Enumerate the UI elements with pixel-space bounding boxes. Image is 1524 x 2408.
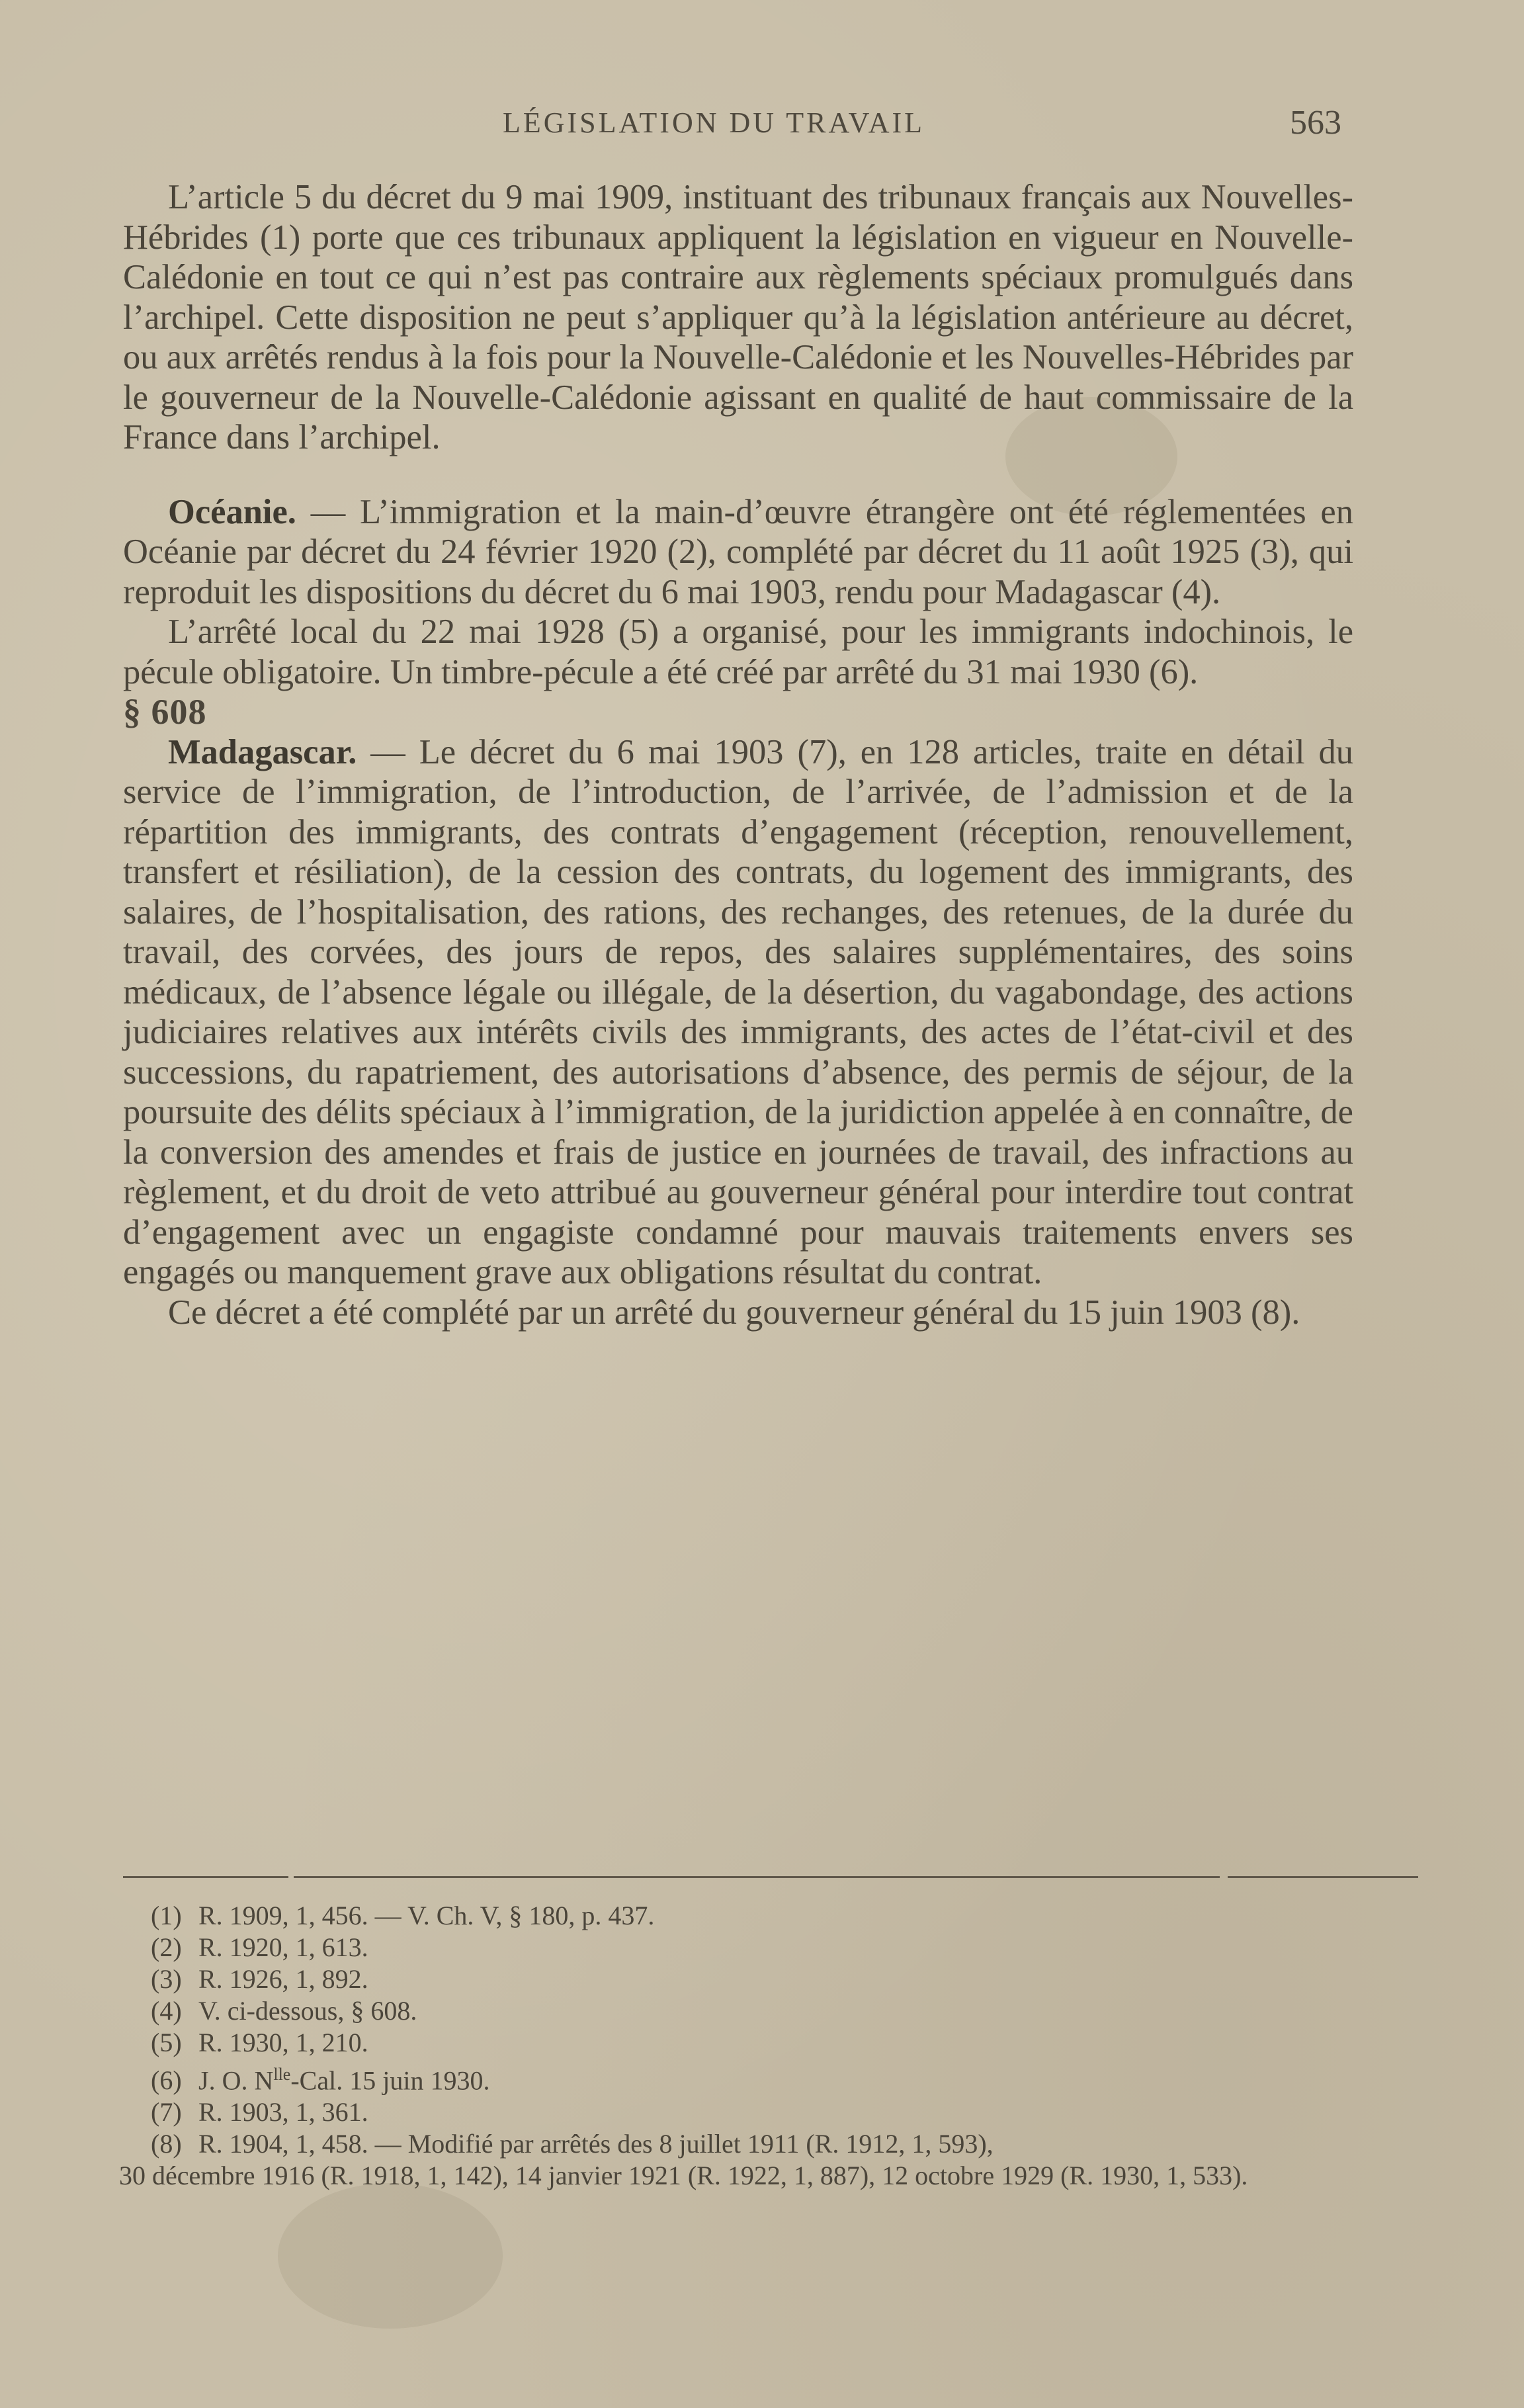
main-text	[123, 177, 1353, 1332]
footnote-text: R. 1904, 1, 458. — Modifié par arrêtés des 8 juillet 1911 (R. 1912, 1, 593),	[198, 2129, 994, 2159]
footnote-text: R. 1926, 1, 892.	[198, 1964, 368, 1994]
footnote-number: (1)	[151, 1901, 182, 1930]
footnote-text: R. 1909, 1, 456. — V. Ch. V, § 180, p. 437.	[198, 1901, 655, 1930]
footnote-text: J. O. N	[198, 2065, 274, 2096]
footnote-number: (5)	[151, 2028, 182, 2057]
rule-segment	[123, 1876, 288, 1878]
madagascar-text: — Le décret du 6 mai 1903 (7), en 128 articles, traite en détail du service de l’immigration, de l’introduction, de l’arrivée, de l’admission et de la répartition des immigrants, des contrats d’engagement (réception, renouvellement, transfert et résiliation), de la cession des contrats, du logement des immigrants, des salaires, de l’hospitalisation, des rations, des rechanges, des retenues, de la durée du travail, des corvées, des jours de repos, des salaires supplémentaires, des soins médicaux, de l’absence légale ou illégale, de la désertion, du vagabondage, des actions judiciaires relatives aux intérêts civils des immigrants, des actes de l’état-civil et des successions, du rapatriement, des autorisations d’absence, des permis de séjour, de la poursuite des délits spéciaux à l’immigration, de la juridiction appelée à en connaître, de la conversion des amendes et frais de justice en journées de travail, des infractions au règlement, et du droit de veto attribué au gouverneur général pour interdire tout contrat d’engagement avec un engagiste condamné pour mauvais traitements envers ses engagés ou manquement grave aux obligations résultat du contrat.	[123, 732, 1353, 1291]
footnote-rule	[123, 1876, 1340, 1880]
footnote-text: -Cal. 15 juin 1930.	[290, 2065, 490, 2096]
footnote	[119, 2059, 1336, 2096]
rule-segment	[1228, 1876, 1418, 1878]
footnote-number: (7)	[151, 2097, 182, 2128]
footnote-text: R. 1930, 1, 210.	[198, 2028, 368, 2057]
paragraph-gap	[123, 458, 1353, 492]
footnote-number: (3)	[151, 1964, 182, 1994]
footnote-text: R. 1903, 1, 361.	[198, 2097, 368, 2128]
footnote	[119, 1995, 1336, 2027]
footnote-superscript: lle	[273, 2065, 291, 2084]
footnote	[119, 2128, 1336, 2160]
madagascar-heading: Madagascar.	[168, 732, 357, 771]
section-heading: § 608	[123, 692, 207, 732]
footnotes	[119, 1900, 1336, 2192]
oceanie-text: — L’immigration et la main-d’œuvre étrangère ont été réglementées en Océanie par décret du 24 février 1920 (2), complété par décret du 11 août 1925 (3), qui reproduit les dispositions du décret du 6 mai 1903, rendu pour Madagascar (4).	[123, 492, 1353, 611]
footnote-number: (8)	[151, 2129, 182, 2159]
footnote-number: (6)	[151, 2065, 182, 2096]
footnote	[119, 2096, 1336, 2128]
oceanie-heading: Océanie.	[168, 492, 296, 531]
footnote-number: (2)	[151, 1932, 182, 1962]
paper-stain	[278, 2183, 503, 2329]
paragraph-arrete-local: L’arrêté local du 22 mai 1928 (5) a organisé, pour les immigrants indochinois, le pécule obligatoire. Un timbre-pécule a été créé par arrêté du 31 mai 1930 (6).	[123, 613, 1353, 691]
footnote-number: (4)	[151, 1996, 182, 2026]
footnote	[119, 2027, 1336, 2059]
rule-segment	[294, 1876, 1220, 1878]
paragraph-nouvelles-hebrides: L’article 5 du décret du 9 mai 1909, instituant des tribunaux français aux Nouvelles-Hébrides (1) porte que ces tribunaux appliquent la législation en vigueur en Nouvelle-Calédonie en tout ce qui n’est pas contraire aux règlements spéciaux promulgués dans l’archipel. Cette disposition ne peut s’appliquer qu’à la législation antérieure au décret, ou aux arrêtés rendus à la fois pour la Nouvelle-Calédonie et les Nouvelles-Hébrides par le gouverneur de la Nouvelle-Calédonie agissant en qualité de haut commissaire de la France dans l’archipel.	[123, 178, 1353, 456]
footnote-continuation: 30 décembre 1916 (R. 1918, 1, 142), 14 janvier 1921 (R. 1922, 1, 887), 12 octobre 1929 (R. 1930, 1, 533).	[119, 2161, 1248, 2191]
paragraph-complement: Ce décret a été complété par un arrêté du gouverneur général du 15 juin 1903 (8).	[168, 1293, 1300, 1332]
footnote	[119, 1932, 1336, 1963]
footnote-text: R. 1920, 1, 613.	[198, 1932, 368, 1962]
page-header	[0, 106, 1524, 146]
footnote-text: V. ci-dessous, § 608.	[198, 1996, 417, 2026]
paragraph-madagascar	[123, 732, 1353, 1293]
footnote	[119, 1900, 1336, 1932]
footnote	[119, 1963, 1336, 1995]
page-number: 563	[1290, 104, 1341, 142]
paragraph-oceanie	[123, 492, 1353, 613]
running-title: LÉGISLATION DU TRAVAIL	[503, 107, 925, 139]
